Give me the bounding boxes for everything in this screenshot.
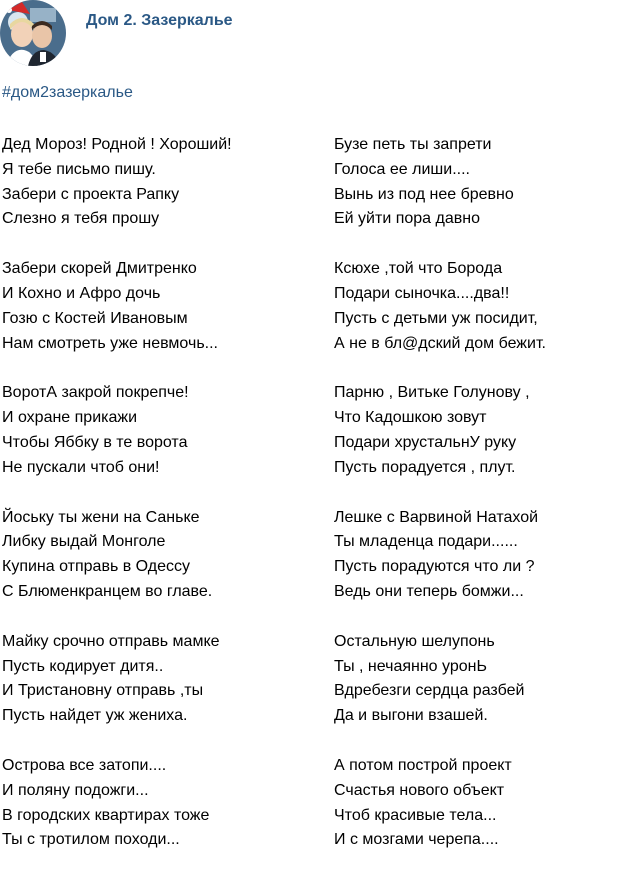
poem-line: И поляну подожги... [2, 781, 149, 799]
poem-line: Нам смотреть уже невмочь... [2, 334, 218, 352]
poem-line: Пусть с детьми уж посидит, [334, 309, 538, 327]
stanza [2, 630, 302, 729]
stanza [2, 506, 302, 605]
avatar-image-icon [0, 0, 66, 66]
stanza [334, 506, 634, 605]
poem-line: Вдребезги сердца разбей [334, 682, 525, 700]
stanza [334, 257, 634, 356]
poem-line: Дед Мороз! Родной ! Хороший! [2, 136, 232, 153]
poem-line: Забери скорей Дмитренко [2, 260, 197, 278]
poem-line: Голоса ее лиши.... [334, 160, 470, 178]
channel-name-link[interactable]: Дом 2. Зазеркалье [86, 12, 233, 29]
poem-line: Ведь они теперь бомжи... [334, 582, 524, 600]
poem-line: В городских квартирах тоже [2, 806, 210, 824]
stanza [334, 381, 634, 480]
poem-line: Пусть кодирует дитя.. [2, 657, 164, 675]
poem-column-left [2, 133, 302, 878]
stanza [2, 257, 302, 356]
poem-line: Ты младенца подари...... [334, 533, 518, 551]
poem-line: Вынь из под нее бревно [334, 185, 514, 203]
poem-line: ВоротА закрой покрепче! [2, 384, 189, 402]
poem-line: С Блюменкранцем во главе. [2, 582, 213, 600]
poem-line: Лешке с Варвиной Натахой [334, 508, 539, 526]
poem-line: Ты , нечаянно уронЬ [334, 657, 487, 675]
poem-line: Чтоб красивые тела... [334, 806, 497, 824]
poem-line: Ты с тротилом походи... [2, 831, 180, 849]
poem-line: Купина отправь в Одессу [2, 558, 190, 576]
poem-line: Либку выдай Монголе [2, 533, 166, 551]
hashtag-link[interactable]: #дом2зазеркалье [2, 84, 133, 101]
stanza [2, 381, 302, 480]
poem-line: Счастья нового объект [334, 781, 505, 799]
poem-line: Чтобы Яббку в те ворота [2, 433, 188, 451]
poem-line: И охране прикажи [2, 409, 138, 427]
poem-line: А потом построй проект [334, 756, 512, 774]
poem-line: И Тристановну отправь ,ты [2, 682, 204, 700]
poem-line: Забери с проекта Рапку [2, 185, 180, 203]
poem-line: Йоську ты жени на Саньке [2, 508, 200, 526]
poem-line: А не в бл@дский дом бежит. [334, 334, 546, 352]
poem-line: Бузе петь ты запрети [334, 136, 492, 153]
poem-line: Парню , Витьке Голунову , [334, 384, 530, 402]
poem-line: Майку срочно отправь мамке [2, 632, 220, 650]
poem-line: Слезно я тебя прошу [2, 210, 160, 228]
poem-line: И с мозгами черепа.... [334, 831, 499, 849]
poem-line: Да и выгони взашей. [334, 707, 488, 725]
poem-line: Остальную шелупонь [334, 632, 495, 650]
poem-line: Ксюхе ,той что Борода [334, 260, 503, 278]
poem-line: Гозю с Костей Ивановым [2, 309, 188, 327]
stanza [334, 630, 634, 729]
poem-line: Подари хрустальнУ руку [334, 433, 517, 451]
stanza [2, 133, 302, 232]
poem-line: Пусть порадуются что ли ? [334, 558, 535, 576]
poem-line: Пусть порадуется , плут. [334, 458, 516, 476]
poem-line: Ей уйти пора давно [334, 210, 480, 228]
poem-line: И Кохно и Афро дочь [2, 284, 161, 302]
stanza [334, 754, 634, 853]
channel-avatar[interactable] [0, 0, 66, 66]
post-header [0, 0, 640, 70]
poem-line: Острова все затопи.... [2, 756, 167, 774]
poem-line: Подари сыночка....два!! [334, 284, 510, 302]
stanza [334, 133, 634, 232]
poem-line: Что Кадошкою зовут [334, 409, 487, 427]
stanza [2, 754, 302, 853]
poem-column-right [334, 133, 634, 878]
poem-line: Пусть найдет уж жениха. [2, 707, 188, 725]
poem-line: Не пускали чтоб они! [2, 458, 160, 476]
poem-line: Я тебе письмо пишу. [2, 160, 156, 178]
